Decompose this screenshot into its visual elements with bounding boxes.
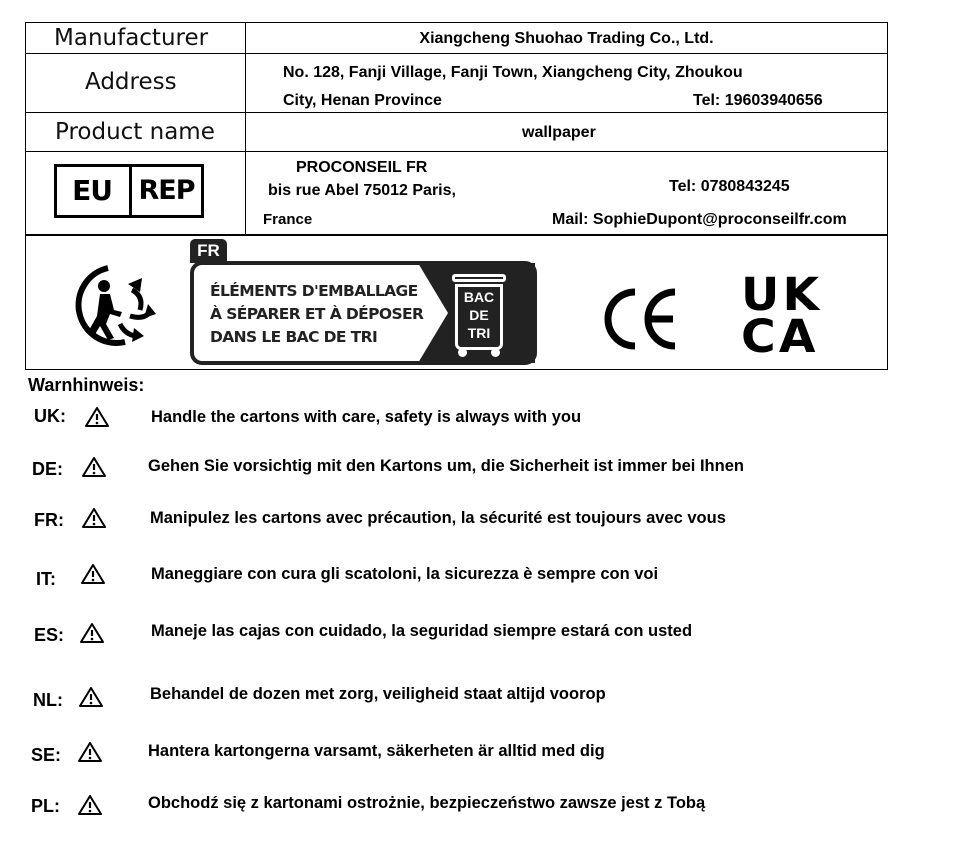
warning-text: Hantera kartongerna varsamt, säkerheten är alltid med dig xyxy=(148,742,605,760)
product-name-value: wallpaper xyxy=(522,124,596,141)
triman-recycling-icon xyxy=(70,262,160,348)
warning-triangle-icon xyxy=(77,741,103,763)
eu-rep-badge-left: EU xyxy=(72,174,112,207)
warning-triangle-icon xyxy=(80,563,106,585)
bin-icon xyxy=(452,274,506,356)
warning-code: IT: xyxy=(36,569,56,589)
warning-text: Behandel de dozen met zorg, veiligheid staat altijd voorop xyxy=(150,685,606,703)
address-line2: City, Henan Province xyxy=(283,92,442,109)
warning-text: Maneggiare con cura gli scatoloni, la sicurezza è sempre con voi xyxy=(151,565,659,583)
warning-text: Maneje las cajas con cuidado, la seguridad siempre estará con usted xyxy=(151,622,693,640)
eu-rep-tel: Tel: 0780843245 xyxy=(669,178,790,195)
ukca-mark xyxy=(741,268,825,363)
manufacturer-value: Xiangcheng Shuohao Trading Co., Ltd. xyxy=(419,30,714,47)
ukca-line2: CA xyxy=(741,310,819,363)
packaging-line2: À SÉPARER ET À DÉPOSER xyxy=(210,305,424,323)
warning-code: FR: xyxy=(34,510,64,530)
address-line1: No. 128, Fanji Village, Fanji Town, Xiangcheng City, Zhoukou xyxy=(283,64,743,81)
warning-code: UK: xyxy=(34,406,66,426)
warning-triangle-icon xyxy=(81,507,107,529)
warning-code: NL: xyxy=(33,690,63,710)
manufacturer-label: Manufacturer xyxy=(54,25,209,51)
warning-triangle-icon xyxy=(84,406,110,428)
address-label: Address xyxy=(85,69,177,95)
warning-code: SE: xyxy=(31,745,62,765)
warning-triangle-icon xyxy=(78,686,104,708)
warning-text: Handle the cartons with care, safety is always with you xyxy=(151,408,582,426)
warning-code: DE: xyxy=(32,459,63,479)
bin-line2: DE xyxy=(469,307,489,323)
ce-mark xyxy=(603,286,681,352)
eu-rep-street: bis rue Abel 75012 Paris, xyxy=(268,182,456,199)
ukca-line1: UK xyxy=(741,268,823,321)
eu-rep-badge-right: REP xyxy=(138,175,195,206)
eu-rep-badge xyxy=(54,164,204,218)
eu-rep-country: France xyxy=(263,211,313,228)
product-name-label: Product name xyxy=(55,119,215,145)
warning-triangle-icon xyxy=(81,456,107,478)
eu-rep-mail: Mail: SophieDupont@proconseilfr.com xyxy=(552,211,847,228)
warning-triangle-icon xyxy=(77,794,103,816)
packaging-line3: DANS LE BAC DE TRI xyxy=(210,328,378,346)
packaging-line1: ÉLÉMENTS D'EMBALLAGE xyxy=(210,282,418,300)
warnings-title: Warnhinweis: xyxy=(28,375,145,395)
warning-triangle-icon xyxy=(79,622,105,644)
bin-line1: BAC xyxy=(463,289,495,305)
warning-text: Manipulez les cartons avec précaution, la sécurité est toujours avec vous xyxy=(150,509,726,527)
eu-rep-name: PROCONSEIL FR xyxy=(296,159,428,176)
warning-text: Gehen Sie vorsichtig mit den Kartons um, die Sicherheit ist immer bei Ihnen xyxy=(148,457,744,475)
address-tel: Tel: 19603940656 xyxy=(693,92,823,109)
bin-line3: TRI xyxy=(467,325,491,341)
warning-code: ES: xyxy=(34,625,65,645)
fr-tag: FR xyxy=(190,239,227,263)
warning-text: Obchodź się z kartonami ostrożnie, bezpieczeństwo zawsze jest z Tobą xyxy=(148,794,706,812)
warning-code: PL: xyxy=(31,796,60,816)
